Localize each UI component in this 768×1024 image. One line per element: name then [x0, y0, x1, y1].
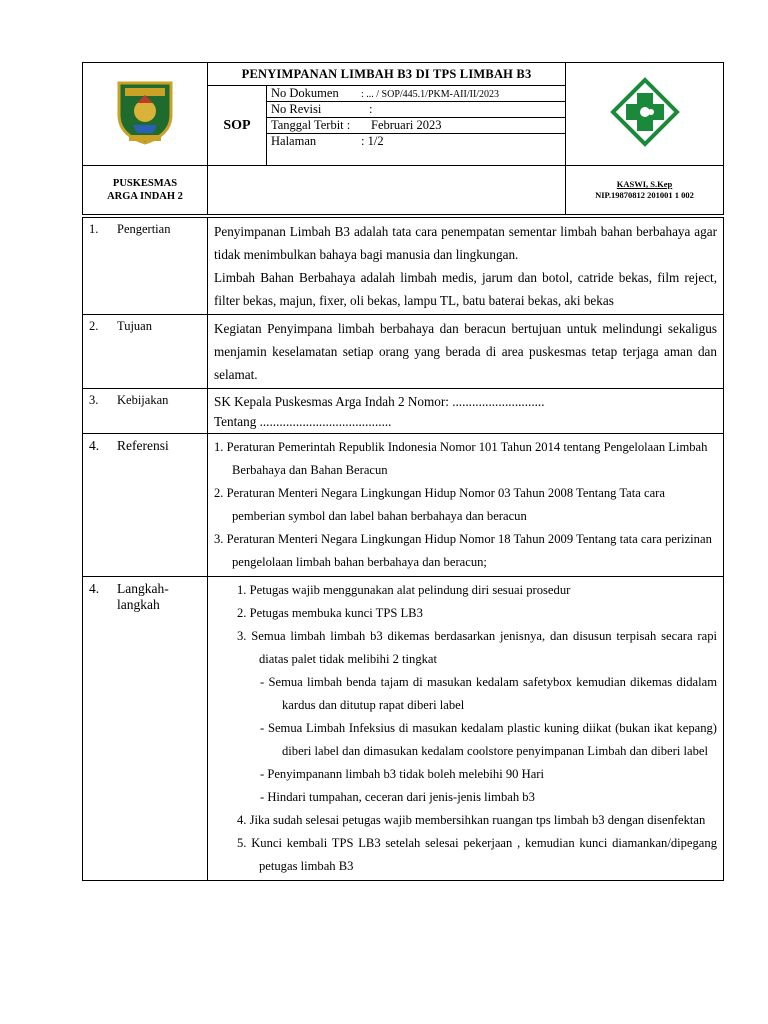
referensi-list: [214, 436, 717, 574]
step-item: 1. Petugas wajib menggunakan alat pelindung diri sesuai prosedur: [237, 583, 571, 597]
row-kebijakan: 3. Kebijakan SK Kepala Puskesmas Arga Indah 2 Nomor: ............................ Tentang ........................................: [83, 389, 724, 434]
pengertian-p1: Penyimpanan Limbah B3 adalah tata cara penempatan sementar limbah bahan berbahaya agar tidak menimbulkan bahaya bagi manusia dan lingkungan.: [214, 224, 717, 262]
meta-no-revisi: No Revisi :: [267, 102, 565, 118]
pengertian-p2: Limbah Bahan Berbahaya adalah limbah medis, jarum dan botol, catride bekas, film reject, filter bekas, majun, fixer, oli bekas, lampu TL, batu baterai bekas, aki bekas: [214, 270, 717, 308]
sop-body-table: [82, 217, 724, 881]
row-langkah: 4. Langkah- langkah 1. Petugas wajib menggunakan alat pelindung diri sesuai prosedur 2. Petugas membuka kunci TPS LB3 3. Semua limbah limbah b3 dikemas berdasarkan jenisnya, dan disusun terpisah secara rapi diatas palet tidak melibihi 2 tingkat - Semua limbah benda tajam di masukan kedalam safetybox kemudian dikemas didalam kardus dan ditutup rapat diberi label - Semua Limbah Infeksius di masukan kedalam plastic kuning diikat (bukan ikat kepang) diberi label dan dimasukan kedalam coolstore penyimpanan Limbah dan diberi label - Penyimpanann limbah b3 tidak boleh melebihi 90 Hari - Hindari tumpahan, ceceran dari jenis-jenis limbah b3 4. Jika sudah selesai petugas wajib membersihkan ruangan tps limbah b3 dengan disenfektan 5. Kunci kembali TPS LB3 setelah selesai pekerjaan , kemudian kunci diamankan/dipegang petugas limbah B3: [83, 577, 724, 881]
label-kebijakan: Kebijakan: [117, 393, 169, 407]
puskesmas-cross-icon: [610, 77, 680, 147]
organization-name: PUSKESMAS ARGA INDAH 2: [83, 166, 208, 215]
step-item: 2. Petugas membuka kunci TPS LB3: [237, 606, 423, 620]
right-logo-cell: [566, 63, 724, 166]
signer-name: KASWI, S.Kep: [616, 179, 673, 189]
row-referensi: 4. Referensi 1. Peraturan Pemerintah Republik Indonesia Nomor 101 Tahun 2014 tentang Pengelolaan Limbah Berbahaya dan Bahan Beracun 2. Peraturan Menteri Negara Lingkungan Hidup Nomor 03 Tahun 2008 Tentang Tata cara pemberian symbol dan label bahan berbahaya dan beracun 3. Peraturan Menteri Negara Lingkungan Hidup Nomor 18 Tahun 2009 Tentang tata cara perizinan pengelolaan limbah bahan berbahaya dan beracun;: [83, 434, 724, 577]
meta-halaman: Halaman : 1/2: [271, 134, 384, 149]
regency-emblem-icon: [115, 77, 175, 147]
sop-document: [82, 62, 723, 881]
row-pengertian: 1. Pengertian Penyimpanan Limbah B3 adalah tata cara penempatan sementar limbah bahan berbahaya agar tidak menimbulkan bahaya bagi manusia dan lingkungan. Limbah Bahan Berbahaya adalah limbah medis, jarum dan botol, catride bekas, film reject, filter bekas, majun, fixer, oli bekas, lampu TL, batu baterai bekas, aki bekas: [83, 218, 724, 315]
sub-step-item: - Penyimpanann limbah b3 tidak boleh melebihi 90 Hari: [260, 767, 544, 781]
tujuan-p1: Kegiatan Penyimpana limbah berbahaya dan beracun bertujuan untuk melindungi sekaligus menjamin keselamatan setiap orang yang berada di area puskesmas tetap terjaga aman dan selamat.: [214, 321, 717, 382]
empty-cell: [208, 166, 566, 215]
step-item: 4. Jika sudah selesai petugas wajib membersihkan ruangan tps limbah b3 dengan disenfektan: [237, 813, 706, 827]
list-item: 2. Peraturan Menteri Negara Lingkungan Hidup Nomor 03 Tahun 2008 Tentang Tata cara pemberian symbol dan label bahan berbahaya dan beracun: [214, 486, 665, 523]
label-tujuan: Tujuan: [117, 319, 152, 333]
left-logo-cell: [83, 63, 208, 166]
step-item: 3. Semua limbah limbah b3 dikemas berdasarkan jenisnya, dan disusun terpisah secara rapi diatas palet tidak melibihi 2 tingkat: [237, 629, 717, 666]
kebijakan-p2: Tentang ........................................: [214, 414, 392, 429]
step-item: 5. Kunci kembali TPS LB3 setelah selesai pekerjaan , kemudian kunci diamankan/dipegang petugas limbah B3: [237, 836, 717, 873]
document-title: PENYIMPANAN LIMBAH B3 DI TPS LIMBAH B3: [208, 63, 566, 86]
row-tujuan: 2. Tujuan Kegiatan Penyimpana limbah berbahaya dan beracun bertujuan untuk melindungi sekaligus menjamin keselamatan setiap orang yang berada di area puskesmas tetap terjaga aman dan selamat.: [83, 315, 724, 389]
sub-step-item: - Semua limbah benda tajam di masukan kedalam safetybox kemudian dikemas didalam kardus dan ditutup rapat diberi label: [260, 675, 717, 712]
list-item: 3. Peraturan Menteri Negara Lingkungan Hidup Nomor 18 Tahun 2009 Tentang tata cara perizinan pengelolaan limbah bahan berbahaya dan beracun;: [214, 532, 712, 569]
meta-tanggal-terbit: Tanggal Terbit : Februari 2023: [267, 118, 565, 134]
langkah-list: [214, 579, 717, 878]
signature-block: [566, 166, 724, 215]
list-item: 1. Peraturan Pemerintah Republik Indonesia Nomor 101 Tahun 2014 tentang Pengelolaan Limbah Berbahaya dan Bahan Beracun: [214, 440, 708, 477]
sop-header-table: [82, 62, 724, 215]
label-langkah: Langkah- langkah: [117, 581, 169, 612]
meta-no-dokumen: No Dokumen : ... / SOP/445.1/PKM-AII/II/2023: [267, 86, 565, 102]
sub-step-item: - Hindari tumpahan, ceceran dari jenis-jenis limbah b3: [260, 790, 535, 804]
signer-nip: NIP.19870812 201001 1 002: [595, 190, 694, 200]
label-pengertian: Pengertian: [117, 222, 171, 236]
document-meta: [267, 86, 566, 166]
kebijakan-p1: SK Kepala Puskesmas Arga Indah 2 Nomor: ............................: [214, 394, 545, 409]
sop-label: SOP: [208, 86, 267, 166]
label-referensi: Referensi: [117, 438, 169, 453]
sub-step-item: - Semua Limbah Infeksius di masukan kedalam plastic kuning diikat (bukan ikat kepang) diberi label dan dimasukan kedalam coolstore penyimpanan Limbah dan diberi label: [260, 721, 717, 758]
